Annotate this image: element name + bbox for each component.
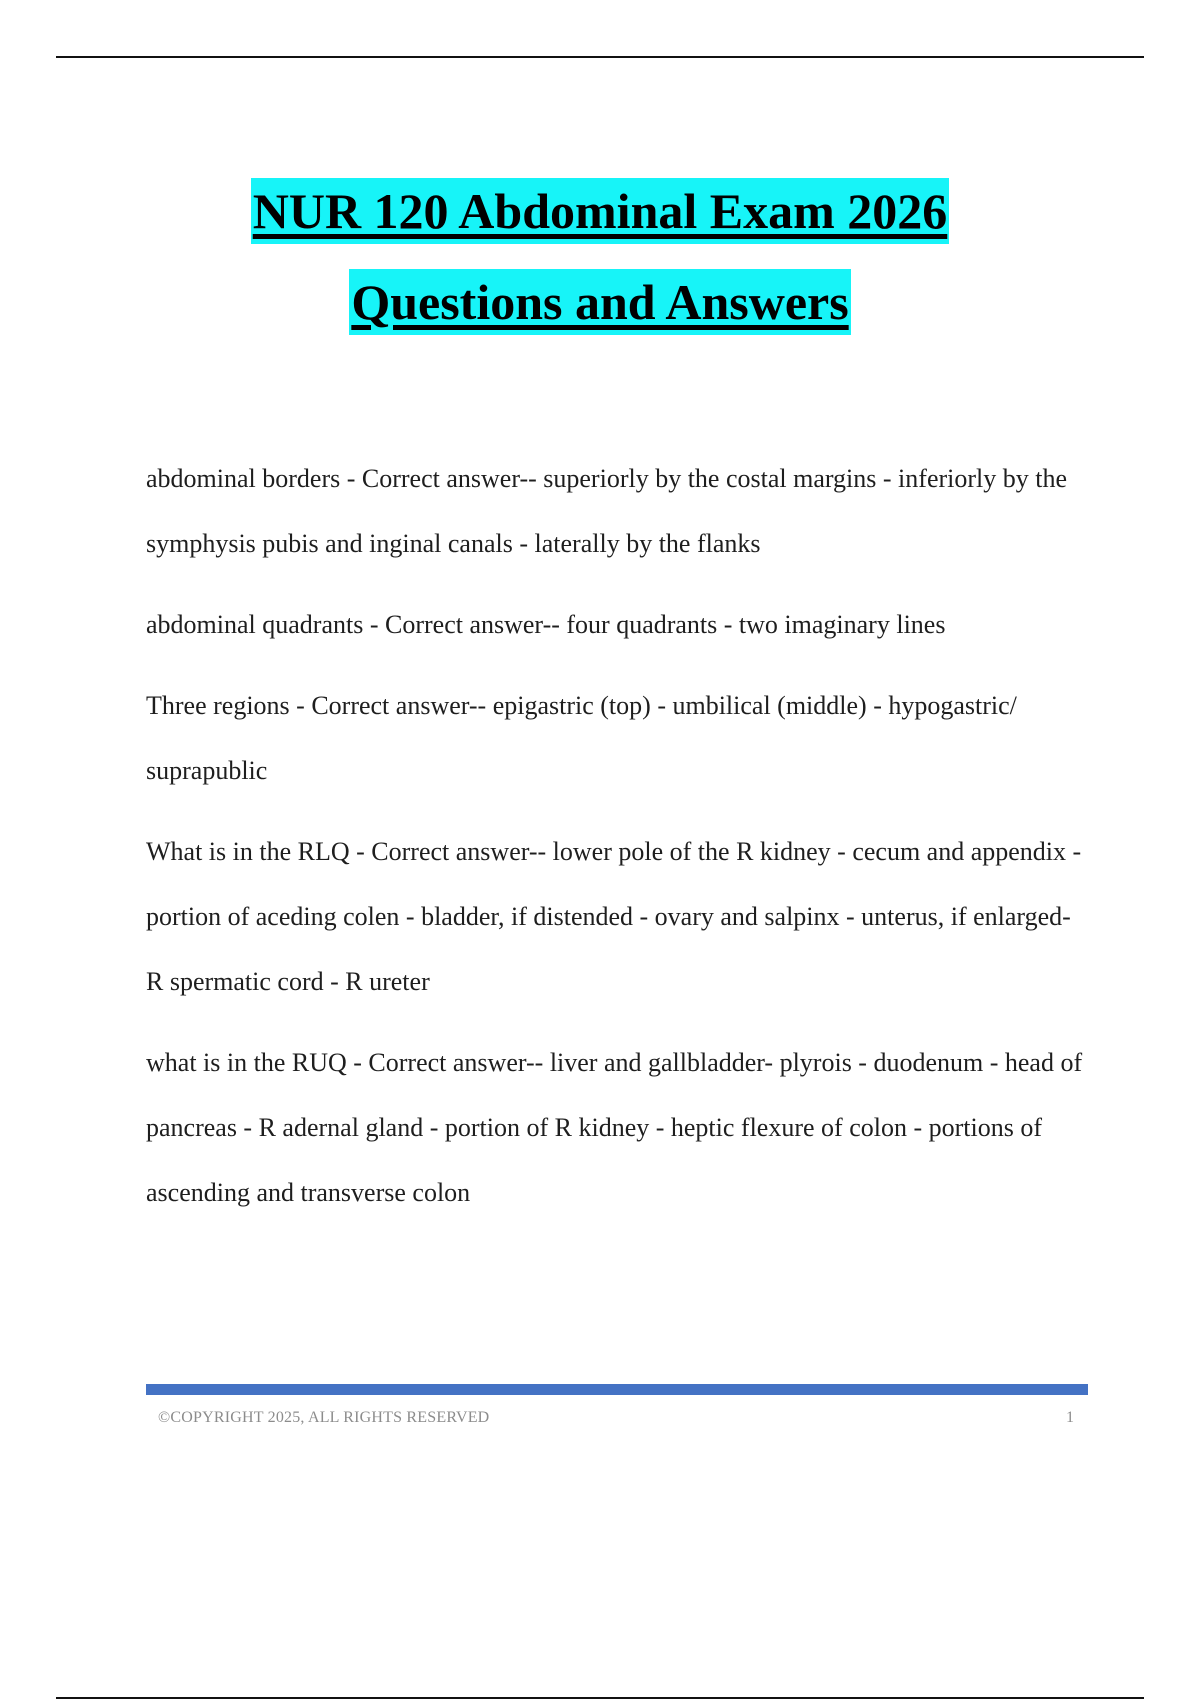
qa-item-rlq: What is in the RLQ - Correct answer-- lower pole of the R kidney - cecum and appendix - portion of aceding colen - bladder, if distended - ovary and salpinx - unterus, if enlarged- R spermatic cord - R ureter — [146, 837, 1082, 996]
footer-bar — [146, 1384, 1088, 1395]
document-title — [0, 178, 1200, 360]
qa-list — [146, 446, 1086, 1241]
footer-copyright: ©COPYRIGHT 2025, ALL RIGHTS RESERVED — [158, 1409, 490, 1426]
bottom-rule — [56, 1697, 1144, 1699]
qa-item-abdominal-quadrants: abdominal quadrants - Correct answer-- four quadrants - two imaginary lines — [146, 610, 946, 639]
top-rule — [56, 56, 1144, 58]
page-number: 1 — [1066, 1409, 1074, 1426]
qa-item-abdominal-borders: abdominal borders - Correct answer-- superiorly by the costal margins - inferiorly by the symphysis pubis and inginal canals - laterally by the flanks — [146, 464, 1068, 558]
qa-item-three-regions: Three regions - Correct answer-- epigastric (top) - umbilical (middle) - hypogastric/ suprapublic — [146, 691, 1017, 785]
title-line-2: Questions and Answers — [349, 269, 850, 335]
qa-item-ruq: what is in the RUQ - Correct answer-- liver and gallbladder- plyrois - duodenum - head of pancreas - R adernal gland - portion of R kidney - heptic flexure of colon - portions of ascending and transverse colon — [146, 1048, 1083, 1207]
title-line-1: NUR 120 Abdominal Exam 2026 — [251, 178, 950, 244]
